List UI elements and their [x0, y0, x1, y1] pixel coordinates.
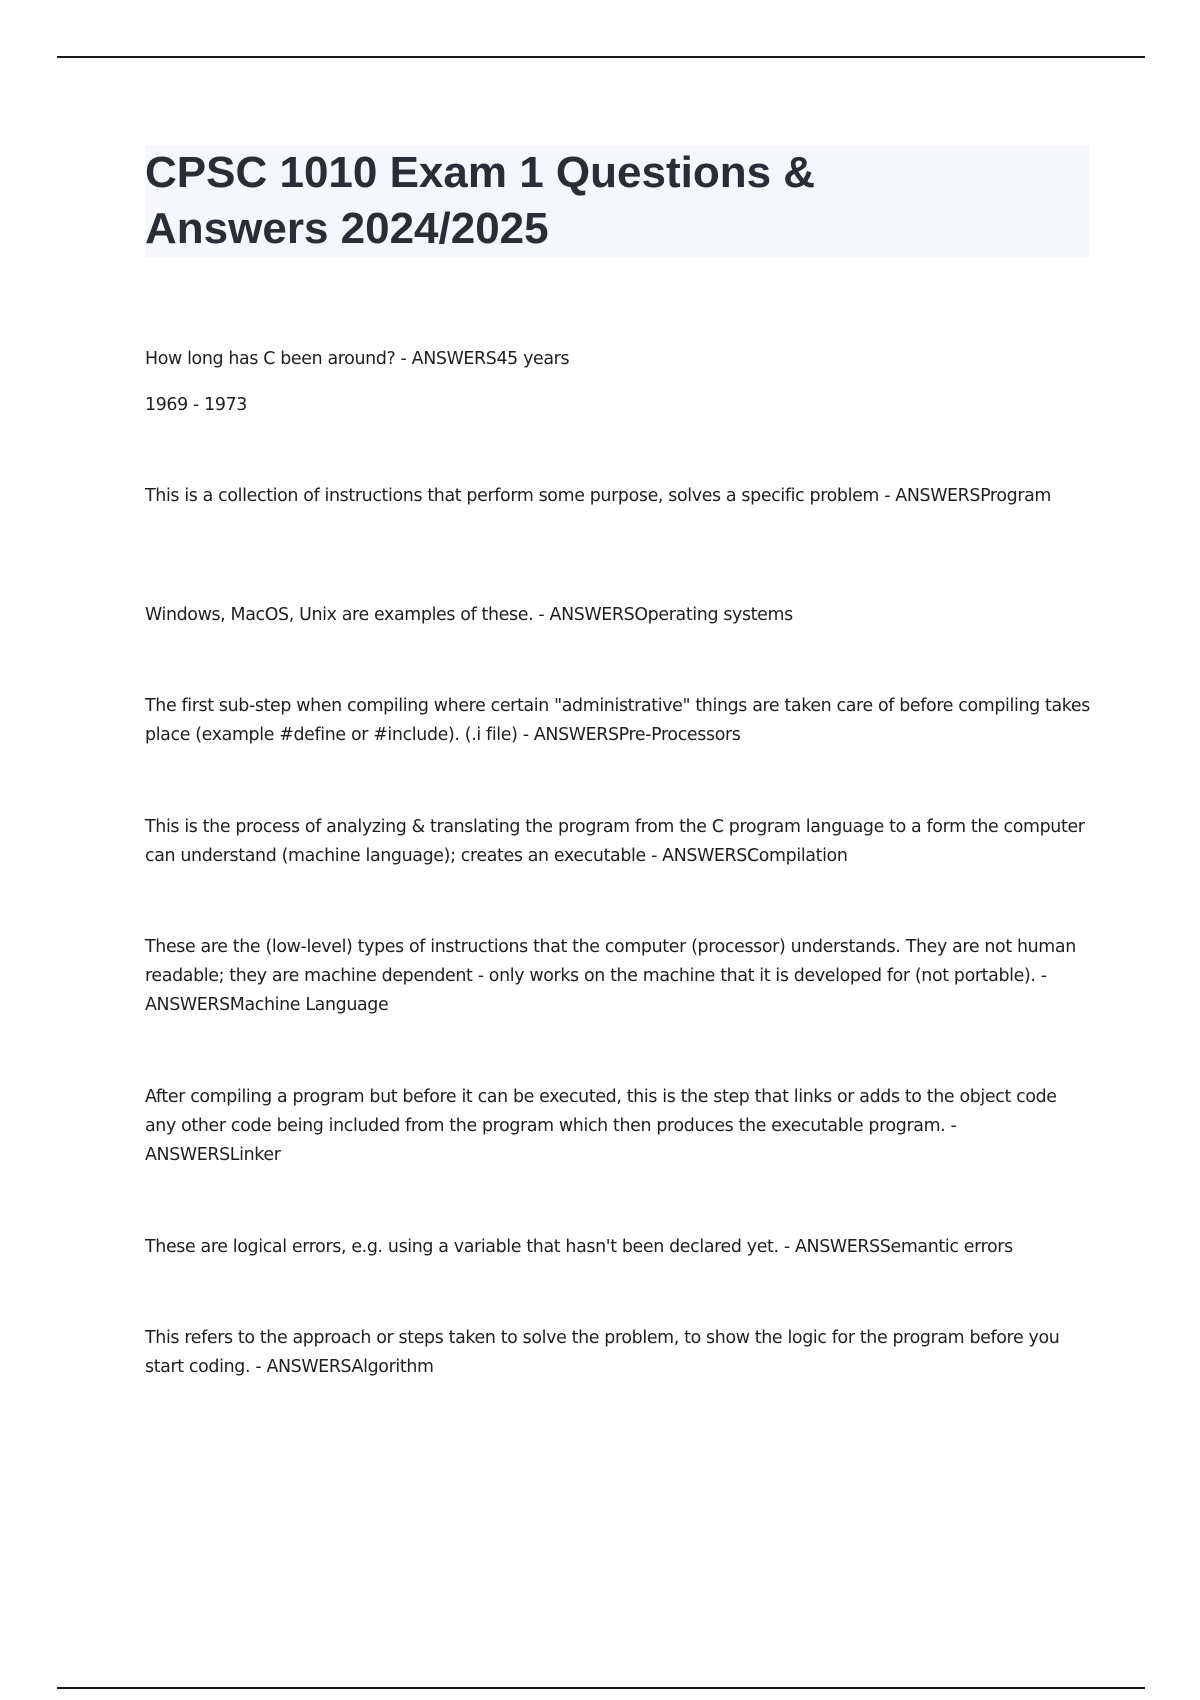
answer-text: ANSWERSLinker: [145, 1145, 281, 1165]
qa-item-6: [145, 933, 1090, 1020]
qa-item-3: [145, 601, 1090, 630]
answer-text: ANSWERSAlgorithm: [266, 1357, 434, 1377]
qa-item-9: [145, 1324, 1090, 1382]
question-text: These are logical errors, e.g. using a variable that hasn't been declared yet. -: [145, 1237, 795, 1257]
question-text: Windows, MacOS, Unix are examples of these. -: [145, 605, 550, 625]
qa-item-1: [145, 345, 1090, 374]
qa-item-8: [145, 1233, 1090, 1262]
qa-item-1-detail: [145, 391, 1090, 420]
qa-item-7: [145, 1083, 1090, 1170]
answer-text: ANSWERSPre-Processors: [533, 725, 741, 745]
qa-item-5: [145, 813, 1090, 871]
bottom-rule: [57, 1687, 1145, 1689]
question-text: The first sub-step when compiling where certain "administrative" things are taken care of before compiling takes place (example #define or #include). (.i file) -: [145, 696, 1090, 745]
answer-text: ANSWERSProgram: [895, 486, 1052, 506]
question-text: This is the process of analyzing & translating the program from the C program language to a form the computer can understand (machine language); creates an executable -: [145, 817, 1085, 866]
page-title: CPSC 1010 Exam 1 Questions & Answers 2024/2025: [145, 148, 816, 253]
answer-text: ANSWERSOperating systems: [549, 605, 793, 625]
top-rule: [57, 56, 1145, 58]
question-text: After compiling a program but before it can be executed, this is the step that links or adds to the object code any other code being included from the program which then produces the executable program. -: [145, 1087, 1057, 1136]
question-text: This is a collection of instructions that perform some purpose, solves a specific problem -: [145, 486, 896, 506]
answer-text: ANSWERSMachine Language: [145, 995, 389, 1015]
qa-item-4: [145, 692, 1090, 750]
question-text: These are the (low-level) types of instructions that the computer (processor) understands. They are not human readable; they are machine dependent - only works on the machine that it is developed for (not portable). -: [145, 937, 1076, 986]
qa-item-2: [145, 482, 1090, 511]
answer-text: ANSWERSCompilation: [662, 846, 848, 866]
title-banner: [145, 145, 1089, 257]
question-text: This refers to the approach or steps taken to solve the problem, to show the logic for the program before you start coding. -: [145, 1328, 1060, 1377]
answer-text: ANSWERS45 years: [411, 349, 570, 369]
question-text: How long has C been around? -: [145, 349, 412, 369]
answer-text: ANSWERSSemantic errors: [794, 1237, 1013, 1257]
detail-text: 1969 - 1973: [145, 395, 247, 415]
